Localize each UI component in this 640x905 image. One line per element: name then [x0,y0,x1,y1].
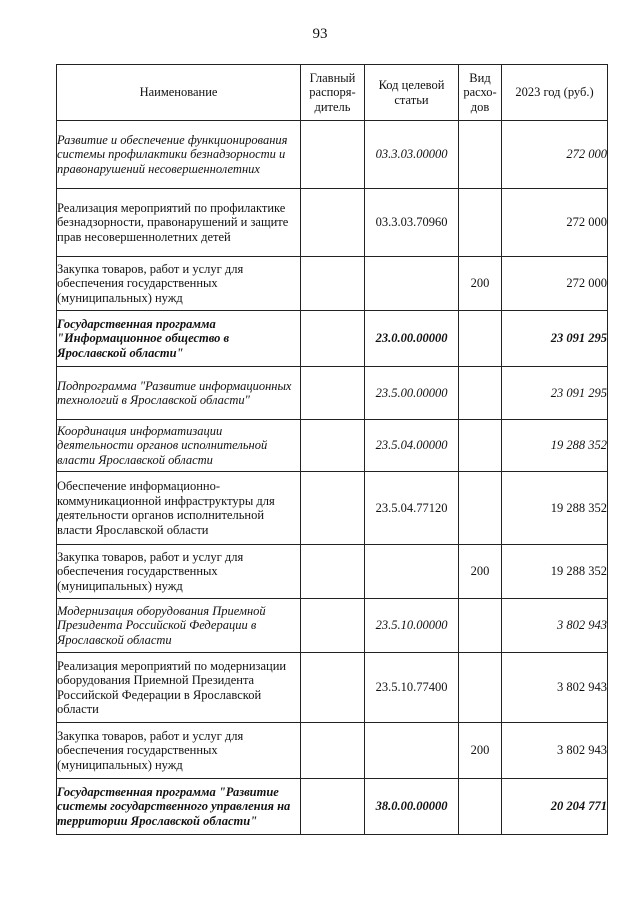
row-code: 38.0.00.00000 [365,779,459,835]
table-row [57,723,608,779]
table-row [57,420,608,472]
table-row [57,257,608,311]
row-amount: 272 000 [502,257,608,311]
row-amount: 19 288 352 [502,420,608,472]
row-code: 23.0.00.00000 [365,311,459,367]
row-manager [301,189,365,257]
header-code: Код целевой статьи [365,65,459,121]
row-manager [301,472,365,545]
row-amount: 3 802 943 [502,599,608,653]
row-name: Развитие и обеспечение функционирования системы профилактики безнадзорности и правонарушений несовершеннолетних [57,121,301,189]
row-amount: 19 288 352 [502,472,608,545]
row-name: Закупка товаров, работ и услуг для обеспечения государственных (муниципальных) нужд [57,723,301,779]
page-number: 93 [312,26,328,42]
row-kind [459,779,502,835]
row-name: Реализация мероприятий по профилактике безнадзорности, правонарушений и защите прав несовершеннолетних детей [57,189,301,257]
row-name: Обеспечение информационно-коммуникационной инфраструктуры для деятельности органов исполнительной власти Ярославской области [57,472,301,545]
row-name: Подпрограмма "Развитие информационных технологий в Ярославской области" [57,367,301,420]
row-amount: 19 288 352 [502,545,608,599]
row-manager [301,599,365,653]
row-kind [459,653,502,723]
table-row [57,311,608,367]
row-code: 23.5.04.77120 [365,472,459,545]
row-manager [301,121,365,189]
row-kind: 200 [459,257,502,311]
row-name: Государственная программа "Развитие системы государственного управления на территории Ярославской области" [57,779,301,835]
header-manager: Главный распоря-дитель [301,65,365,121]
header-amount: 2023 год (руб.) [502,65,608,121]
row-manager [301,723,365,779]
row-manager [301,257,365,311]
row-kind [459,472,502,545]
table-row [57,599,608,653]
row-kind: 200 [459,723,502,779]
row-code: 23.5.10.00000 [365,599,459,653]
row-code: 23.5.10.77400 [365,653,459,723]
row-amount: 23 091 295 [502,311,608,367]
header-kind: Вид расхо-дов [459,65,502,121]
row-kind [459,189,502,257]
row-code: 23.5.00.00000 [365,367,459,420]
row-code: 03.3.03.00000 [365,121,459,189]
row-amount: 3 802 943 [502,723,608,779]
row-name: Государственная программа "Информационное общество в Ярославской области" [57,311,301,367]
row-name: Закупка товаров, работ и услуг для обеспечения государственных (муниципальных) нужд [57,257,301,311]
header-row [57,65,608,121]
row-manager [301,653,365,723]
table-row [57,779,608,835]
row-amount: 3 802 943 [502,653,608,723]
row-amount: 23 091 295 [502,367,608,420]
row-amount: 20 204 771 [502,779,608,835]
row-name: Координация информатизации деятельности органов исполнительной власти Ярославской области [57,420,301,472]
budget-table [56,64,608,835]
row-kind [459,599,502,653]
row-kind [459,420,502,472]
row-code: 03.3.03.70960 [365,189,459,257]
table-row [57,189,608,257]
table-row [57,121,608,189]
row-manager [301,420,365,472]
row-code [365,545,459,599]
row-code: 23.5.04.00000 [365,420,459,472]
row-kind: 200 [459,545,502,599]
row-kind [459,367,502,420]
row-kind [459,121,502,189]
row-manager [301,545,365,599]
row-amount: 272 000 [502,189,608,257]
table-row [57,653,608,723]
table-row [57,367,608,420]
row-kind [459,311,502,367]
table-row [57,472,608,545]
row-name: Реализация мероприятий по модернизации оборудования Приемной Президента Российской Федерации в Ярославской области [57,653,301,723]
row-amount: 272 000 [502,121,608,189]
row-manager [301,779,365,835]
row-manager [301,311,365,367]
row-code [365,723,459,779]
row-code [365,257,459,311]
row-manager [301,367,365,420]
row-name: Закупка товаров, работ и услуг для обеспечения государственных (муниципальных) нужд [57,545,301,599]
table-row [57,545,608,599]
row-name: Модернизация оборудования Приемной Президента Российской Федерации в Ярославской области [57,599,301,653]
header-name: Наименование [57,65,301,121]
